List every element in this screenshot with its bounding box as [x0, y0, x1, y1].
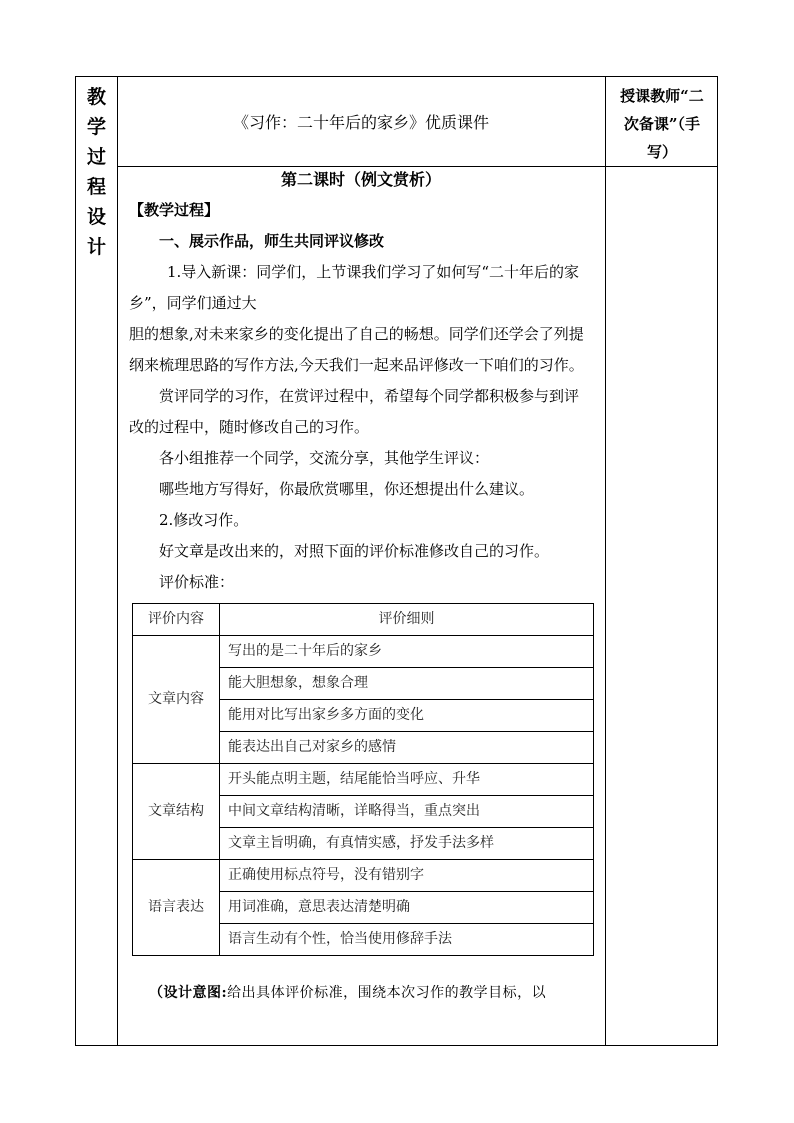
teacher-note-line: 写）	[646, 143, 677, 161]
intro-paragraph-cont: 胆的想象,对未来家乡的变化提出了自己的畅想。同学们还学会了列提纲来梳理思路的写作方法,今天我们一起来品评修改一下咱们的习作。	[129, 325, 584, 374]
table-row	[133, 764, 594, 796]
side-label-char: 学	[86, 116, 106, 138]
lesson-plan-table	[75, 76, 718, 1046]
question-paragraph: 哪些地方写得好，你最欣赏哪里，你还想提出什么建议。	[159, 480, 535, 498]
table-category: 文章结构	[133, 764, 220, 860]
table-cell: 写出的是二十年后的家乡	[220, 636, 594, 668]
table-cell: 中间文章结构清晰，详略得当，重点突出	[220, 796, 594, 828]
table-header: 评价细则	[220, 604, 594, 636]
intro-paragraph-start: 1.导入新课：同学们，上节课我们学习了如何写“二十年后的家乡”，同学们通过大	[129, 263, 579, 312]
lesson-subtitle: 第二课时（例文赏析）	[280, 170, 441, 189]
table-header-row	[133, 604, 594, 636]
group-paragraph: 各小组推荐一个同学，交流分享，其他学生评议：	[159, 449, 490, 467]
column-divider-right	[605, 77, 606, 1045]
document-title: 《习作：二十年后的家乡》优质课件	[232, 113, 489, 132]
table-row	[133, 636, 594, 668]
side-label-char: 设	[86, 206, 106, 228]
side-label-char: 程	[86, 176, 106, 198]
revise-paragraph: 好文章是改出来的，对照下面的评价标准修改自己的习作。	[159, 542, 550, 560]
table-cell: 能用对比写出家乡多方面的变化	[220, 700, 594, 732]
side-label-char: 过	[86, 146, 106, 168]
table-row	[133, 860, 594, 892]
design-intent-text: 给出具体评价标准，围绕本次习作的教学目标，以	[227, 985, 547, 1001]
heading-one: 一、展示作品，师生共同评议修改	[159, 232, 385, 250]
table-cell: 能表达出自己对家乡的感情	[220, 732, 594, 764]
table-header: 评价内容	[133, 604, 220, 636]
table-category: 语言表达	[133, 860, 220, 956]
table-cell: 语言生动有个性，恰当使用修辞手法	[220, 924, 594, 956]
side-label-char: 计	[86, 236, 106, 258]
table-cell: 开头能点明主题，结尾能恰当呼应、升华	[220, 764, 594, 796]
design-intent	[129, 978, 593, 1009]
teacher-note-line: 授课教师“二	[620, 87, 704, 105]
teacher-note	[605, 77, 719, 166]
design-intent-label: （设计意图:	[149, 985, 228, 1001]
side-label	[76, 77, 117, 262]
criteria-label: 评价标准：	[159, 573, 235, 591]
revise-heading: 2.修改习作。	[159, 511, 249, 529]
table-cell: 文章主旨明确，有真情实感，抒发手法多样	[220, 828, 594, 860]
review-paragraph: 赏评同学的习作，在赏评过程中，希望每个同学都积极参与到评改的过程中，随时修改自己的习作。	[129, 387, 580, 436]
lesson-content	[117, 166, 605, 1045]
side-label-char: 教	[86, 86, 106, 108]
section-tag: 【教学过程】	[129, 201, 220, 219]
table-category: 文章内容	[133, 636, 220, 764]
table-cell: 用词准确，意思表达清楚明确	[220, 892, 594, 924]
teacher-note-line: 次备课”（手	[623, 115, 701, 133]
table-cell: 正确使用标点符号，没有错别字	[220, 860, 594, 892]
table-cell: 能大胆想象，想象合理	[220, 668, 594, 700]
evaluation-table	[132, 603, 594, 956]
